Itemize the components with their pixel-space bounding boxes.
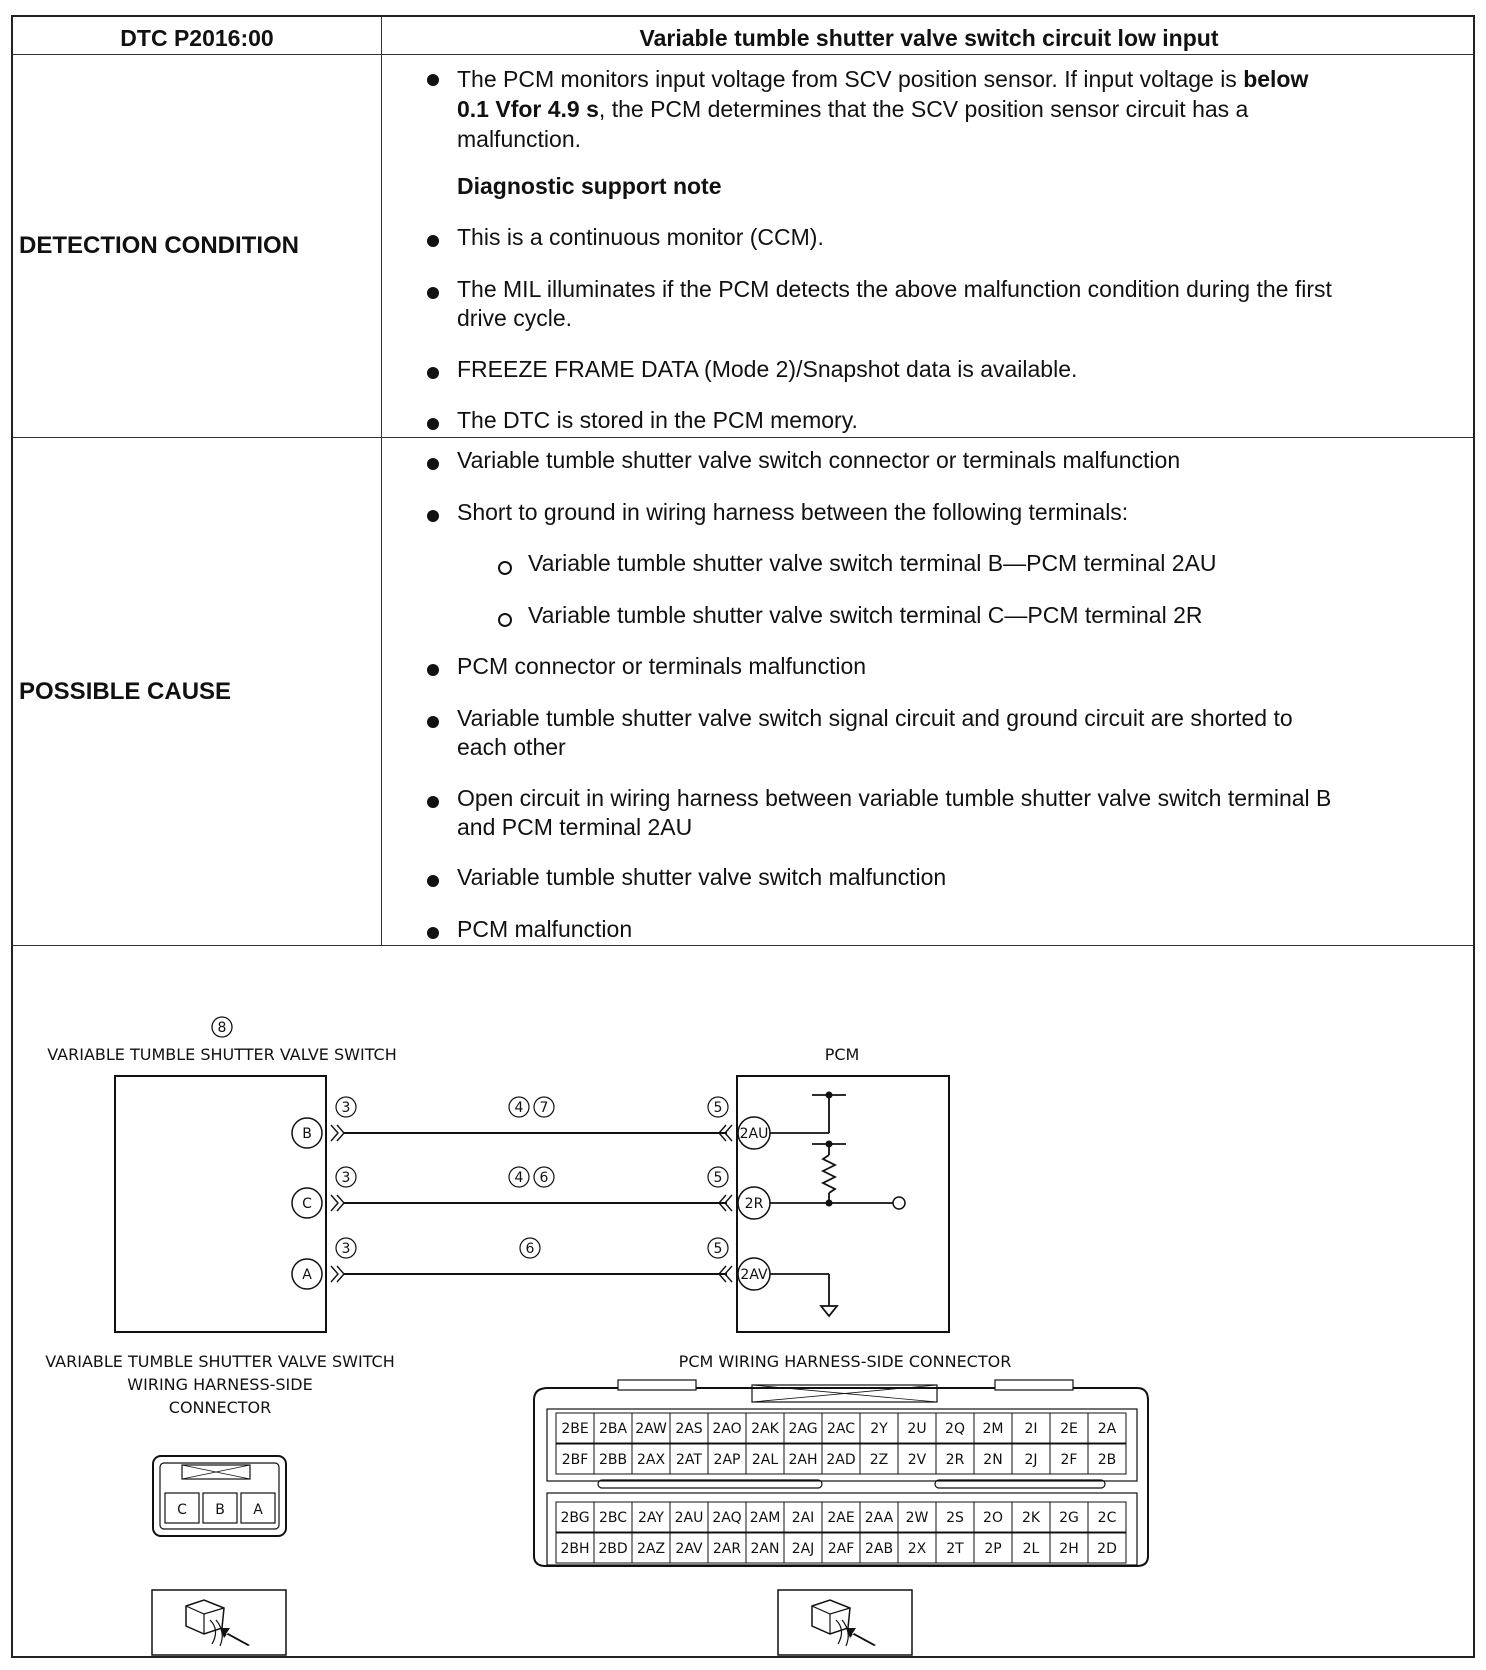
cause-item-continued: each other: [457, 734, 566, 760]
pcm-connector-title: PCM WIRING HARNESS-SIDE CONNECTOR: [678, 1352, 1012, 1371]
pcm-pin-label: 2AW: [635, 1421, 667, 1437]
pcm-pin-label: 2W: [905, 1510, 929, 1526]
pcm-pin-label: 2AS: [675, 1421, 703, 1437]
pcm-pin-label: 2BA: [598, 1421, 628, 1437]
pcm-pin-label: 2U: [907, 1421, 927, 1437]
pcm-pin-label: 2AX: [636, 1452, 666, 1468]
pcm-pin-label: 2L: [1022, 1541, 1040, 1557]
junction-dot: [826, 1200, 833, 1207]
cause-item: Variable tumble shutter valve switch malfunction: [457, 864, 947, 890]
pcm-pin-label: 2D: [1097, 1541, 1117, 1557]
pcm-pin-label: 2S: [946, 1510, 964, 1526]
cause-item: PCM connector or terminals malfunction: [457, 653, 867, 679]
switch-connector-pin: C: [177, 1502, 187, 1518]
wire-tag: 7: [539, 1100, 549, 1116]
pcm-pin-label: 2I: [1024, 1421, 1038, 1437]
switch-connector-title: VARIABLE TUMBLE SHUTTER VALVE SWITCH: [45, 1352, 395, 1371]
switch-connector-pin: A: [253, 1502, 263, 1518]
pcm-pin-label: 2V: [907, 1452, 927, 1468]
note-item: The MIL illuminates if the PCM detects the above malfunction condition during the first: [457, 276, 1332, 302]
pcm-pin-label: 2BG: [560, 1510, 590, 1526]
cause-item-continued: and PCM terminal 2AU: [457, 814, 693, 840]
pcm-pin-label: 2E: [1060, 1421, 1078, 1437]
note-item-continued: drive cycle.: [457, 305, 573, 331]
pcm-pin-label: 2M: [982, 1421, 1004, 1437]
pcm-pin-label: 2AZ: [636, 1541, 666, 1557]
pcm-pin-label: 2Q: [945, 1421, 965, 1437]
wire-tag: 5: [713, 1241, 723, 1257]
wire-tag: 6: [539, 1170, 549, 1186]
possible-cause-label: POSSIBLE CAUSE: [19, 678, 232, 705]
pcm-pin-label: 2H: [1059, 1541, 1079, 1557]
pcm-pin-label: 2AF: [827, 1541, 855, 1557]
pcm-pin-label: 2AV: [740, 1267, 768, 1283]
pcm-pin-label: 2R: [744, 1196, 764, 1212]
wire-tag: 6: [525, 1241, 535, 1257]
switch-connector-title: WIRING HARNESS-SIDE: [127, 1375, 313, 1394]
pcm-pin-label: 2J: [1024, 1452, 1038, 1468]
pcm-pin-label: 2AP: [713, 1452, 741, 1468]
pcm-pin-label: 2BC: [598, 1510, 628, 1526]
cause-subitem: Variable tumble shutter valve switch terminal B—PCM terminal 2AU: [528, 550, 1217, 576]
pcm-pin-label: 2AH: [788, 1452, 818, 1468]
pcm-title: PCM: [824, 1045, 860, 1064]
pcm-pin-label: 2AE: [827, 1510, 855, 1526]
cause-item: Short to ground in wiring harness between the following terminals:: [457, 499, 1129, 525]
pcm-pin-label: 2BD: [598, 1541, 628, 1557]
switch-connector: [153, 1456, 286, 1536]
pcm-pins: [738, 1117, 770, 1290]
switch-title: VARIABLE TUMBLE SHUTTER VALVE SWITCH: [47, 1045, 397, 1064]
pcm-connector: [534, 1380, 1148, 1566]
note-item: FREEZE FRAME DATA (Mode 2)/Snapshot data is available.: [457, 356, 1078, 382]
pcm-pin-label: 2P: [984, 1541, 1002, 1557]
signal-terminal: [893, 1197, 905, 1209]
note-item: This is a continuous monitor (CCM).: [457, 224, 824, 250]
pcm-pin-label: 2BF: [561, 1452, 589, 1468]
switch-connector-pin: B: [215, 1502, 225, 1518]
cause-item: Variable tumble shutter valve switch signal circuit and ground circuit are shorted to: [457, 705, 1293, 731]
note-item: The DTC is stored in the PCM memory.: [457, 407, 858, 433]
pcm-pin-label: 2G: [1059, 1510, 1079, 1526]
pcm-pin-label: 2O: [983, 1510, 1003, 1526]
pcm-pin-label: 2AU: [739, 1126, 769, 1142]
wire-tag: 4: [514, 1170, 524, 1186]
switch-connector-title: CONNECTOR: [168, 1398, 272, 1417]
dtc-code: DTC P2016:00: [120, 25, 274, 51]
pcm-pin-label: 2AJ: [791, 1541, 815, 1557]
pcm-pin-label: 2AR: [712, 1541, 742, 1557]
wire-tag: 3: [341, 1170, 351, 1186]
pcm-pin-label: 2K: [1021, 1510, 1041, 1526]
pcm-pin-label: 2AB: [864, 1541, 894, 1557]
pcm-pin-label: 2BH: [560, 1541, 590, 1557]
switch-pin-label: C: [302, 1196, 312, 1212]
pcm-pin-label: 2AA: [864, 1510, 894, 1526]
junction-dot: [826, 1092, 833, 1099]
wire-tag: 4: [514, 1100, 524, 1116]
connector-view-icon: [778, 1590, 912, 1655]
cause-item: Open circuit in wiring harness between variable tumble shutter valve switch terminal B: [457, 785, 1332, 811]
diagnostic-note-heading: Diagnostic support note: [457, 173, 722, 199]
switch-pin-label: A: [302, 1267, 312, 1283]
switch-pins: [292, 1118, 322, 1289]
wire-tag-markers: [336, 1097, 728, 1258]
pcm-pin-label: 2A: [1097, 1421, 1117, 1437]
pcm-pin-label: 2X: [907, 1541, 927, 1557]
wire-tag: 5: [713, 1170, 723, 1186]
junction-dot: [826, 1141, 833, 1148]
pcm-pin-label: 2AC: [826, 1421, 856, 1437]
pcm-pin-label: 2AD: [826, 1452, 856, 1468]
component-number: 8: [217, 1020, 227, 1036]
pcm-pin-label: 2AO: [712, 1421, 742, 1437]
wires: [343, 1133, 727, 1274]
pcm-pin-label: 2AV: [675, 1541, 703, 1557]
detection-text: The PCM monitors input voltage from SCV position sensor. If input voltage is below 0.1 Vfor 4.9 s, the PCM determines that the SCV position sensor circuit has a malfunction.: [457, 66, 1309, 152]
pcm-pin-label: 2AN: [750, 1541, 780, 1557]
pcm-pin-label: 2AY: [638, 1510, 664, 1526]
pcm-pin-label: 2AI: [791, 1510, 815, 1526]
pcm-pin-label: 2B: [1097, 1452, 1117, 1468]
pcm-pin-label: 2AU: [674, 1510, 704, 1526]
wire-tag: 3: [341, 1241, 351, 1257]
pcm-pin-label: 2Y: [870, 1421, 888, 1437]
pcm-pin-label: 2Z: [869, 1452, 889, 1468]
pcm-internal-circuit: [770, 1095, 893, 1316]
pcm-pin-label: 2R: [945, 1452, 965, 1468]
detection-condition-label: DETECTION CONDITION: [19, 232, 299, 259]
pcm-pin-label: 2BE: [561, 1421, 589, 1437]
pcm-pin-label: 2C: [1097, 1510, 1117, 1526]
pcm-pin-label: 2BB: [598, 1452, 628, 1468]
pcm-pin-label: 2AQ: [712, 1510, 742, 1526]
connector-view-icon: [152, 1590, 286, 1655]
cause-subitem: Variable tumble shutter valve switch terminal C—PCM terminal 2R: [528, 602, 1203, 628]
pcm-pin-label: 2AM: [749, 1510, 781, 1526]
pcm-pin-label: 2AL: [751, 1452, 779, 1468]
pcm-pin-label: 2AK: [751, 1421, 779, 1437]
pcm-pin-label: 2N: [983, 1452, 1003, 1468]
pcm-pin-label: 2AG: [788, 1421, 818, 1437]
wire-tag: 5: [713, 1100, 723, 1116]
pcm-pin-label: 2AT: [676, 1452, 702, 1468]
cause-item: Variable tumble shutter valve switch connector or terminals malfunction: [457, 447, 1181, 473]
pcm-pin-label: 2F: [1060, 1452, 1078, 1468]
cause-item: PCM malfunction: [457, 916, 633, 942]
wire-tag: 3: [341, 1100, 351, 1116]
pcm-pin-label: 2T: [946, 1541, 964, 1557]
dtc-title: Variable tumble shutter valve switch circuit low input: [639, 25, 1219, 51]
switch-pin-label: B: [302, 1126, 312, 1142]
